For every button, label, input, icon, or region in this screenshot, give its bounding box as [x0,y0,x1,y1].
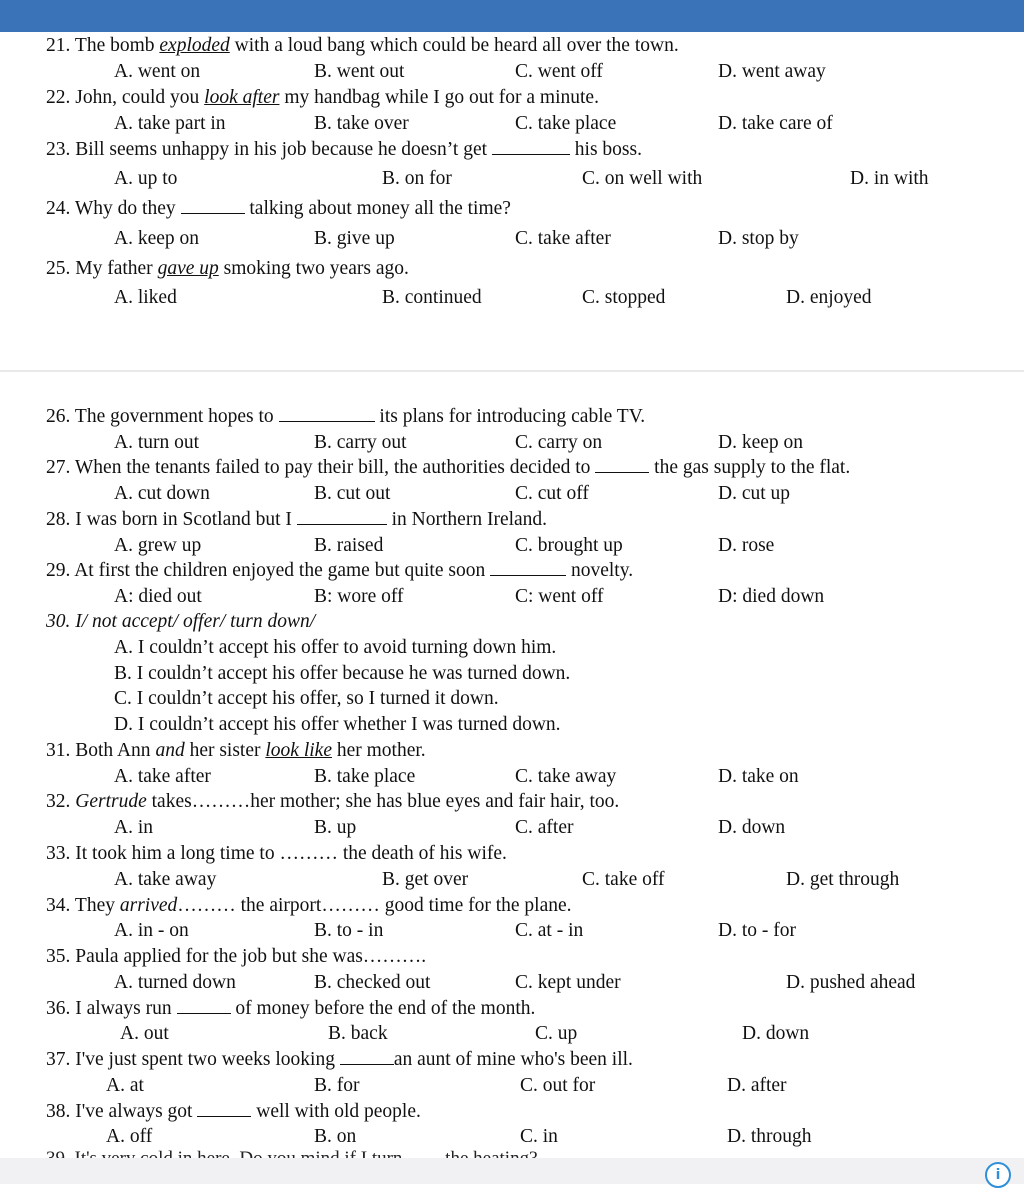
option-c: C. up [535,1023,578,1044]
bottom-bar [0,1158,1024,1184]
question-number: 36. [46,998,76,1019]
option-a: A. off [106,1126,153,1147]
answer-blank [197,1100,251,1117]
question-number: 34. [46,895,75,916]
option-a: A. liked [114,287,177,308]
option-c: C. brought up [515,535,623,556]
question-number: 26. [46,406,75,427]
answer-blank [492,138,570,155]
question-number: 31. [46,740,76,761]
option-a: A. out [120,1023,169,1044]
option-d: D. pushed ahead [786,972,916,993]
option-b: B. give up [314,228,395,249]
option-d: D. in with [850,168,929,189]
question-number: 38. [46,1101,76,1122]
option-d: D. get through [786,869,900,890]
question-number: 24. [46,198,75,219]
option-b: B. continued [382,287,482,308]
question-28: 28. I was born in Scotland but I in Northern Ireland. [46,509,548,530]
question-number: 37. [46,1049,76,1070]
question-36: 36. I always run of money before the end of the month. [46,998,536,1019]
question-25: 25. My father gave up smoking two years ago. [46,258,409,279]
question-number: 23. [46,139,76,160]
question-31: 31. Both Ann and her sister look like her mother. [46,740,426,761]
option-c: C. at - in [515,920,584,941]
option-a: A. in - on [114,920,189,941]
question-number: 22. [46,87,76,108]
question-number: 32. [46,791,76,812]
option-a: A: died out [114,586,202,607]
question-32: 32. Gertrude takes………her mother; she has blue eyes and fair hair, too. [46,791,620,812]
option-d: D. after [727,1075,787,1096]
question-39-cutoff [46,1146,538,1158]
option-c: C. take away [515,766,617,787]
answer-blank [340,1048,394,1065]
option-d: D. down [742,1023,810,1044]
top-bar [0,0,1024,32]
option-b: B. raised [314,535,384,556]
question-27: 27. When the tenants failed to pay their bill, the authorities decided to the gas supply to the flat. [46,457,851,478]
option-d: D. I couldn’t accept his offer whether I was turned down. [114,714,561,735]
option-d: D. cut up [718,483,791,504]
option-d: D. rose [718,535,775,556]
option-a: A. I couldn’t accept his offer to avoid turning down him. [114,637,557,658]
question-38: 38. I've always got well with old people. [46,1101,421,1122]
option-a: A. take away [114,869,217,890]
option-a: A. cut down [114,483,210,504]
option-b: B. I couldn’t accept his offer because he was turned down. [114,663,571,684]
answer-blank [490,559,566,576]
answer-blank [595,456,649,473]
question-24: 24. Why do they talking about money all the time? [46,198,511,219]
question-number: 29. [46,560,75,581]
option-c: C. I couldn’t accept his offer, so I turned it down. [114,688,499,709]
option-a: A. grew up [114,535,202,556]
option-d: D. take care of [718,113,833,134]
question-30: 30. I/ not accept/ offer/ turn down/ [46,611,316,632]
underlined-word: gave up [157,258,219,279]
option-b: B. take over [314,113,409,134]
option-b: B. on [314,1126,357,1147]
option-b: B. carry out [314,432,407,453]
option-d: D. take on [718,766,799,787]
underlined-word: look like [265,740,332,761]
option-c: C. cut off [515,483,589,504]
question-number: 27. [46,457,75,478]
option-c: C. take after [515,228,611,249]
option-b: B. get over [382,869,469,890]
question-number: 25. [46,258,76,279]
option-c: C. stopped [582,287,666,308]
option-d: D. to - for [718,920,796,941]
answer-blank [181,197,245,214]
question-number: 35. [46,946,76,967]
option-b: B. for [314,1075,360,1096]
option-b: B. cut out [314,483,391,504]
option-c: C. in [520,1126,558,1147]
question-34: 34. They arrived……… the airport……… good time for the plane. [46,895,572,916]
question-26: 26. The government hopes to its plans for introducing cable TV. [46,406,646,427]
option-c: C. on well with [582,168,703,189]
question-number: 21. [46,35,75,56]
question-22: 22. John, could you look after my handbag while I go out for a minute. [46,87,599,108]
option-b: B. take place [314,766,416,787]
underlined-word: exploded [159,35,230,56]
option-a: A. at [106,1075,144,1096]
option-a: A. up to [114,168,178,189]
option-c: C. take off [582,869,665,890]
answer-blank [297,508,387,525]
option-d: D. through [727,1126,812,1147]
option-c: C. went off [515,61,603,82]
option-c: C: went off [515,586,604,607]
option-c: C. kept under [515,972,621,993]
option-b: B. to - in [314,920,384,941]
answer-blank [177,997,231,1014]
option-a: A. turned down [114,972,236,993]
option-a: A. keep on [114,228,200,249]
question-21: 21. The bomb exploded with a loud bang which could be heard all over the town. [46,35,679,56]
question-33: 33. It took him a long time to ……… the death of his wife. [46,843,507,864]
question-number: 28. [46,509,76,530]
option-a: A. went on [114,61,201,82]
option-c: C. carry on [515,432,603,453]
option-b: B. checked out [314,972,431,993]
option-b: B: wore off [314,586,404,607]
option-b: B. on for [382,168,452,189]
option-a: A. in [114,817,153,838]
option-a: A. take after [114,766,211,787]
option-a: A. turn out [114,432,200,453]
option-b: B. went out [314,61,405,82]
question-35: 35. Paula applied for the job but she was………. [46,946,427,967]
option-d: D. down [718,817,786,838]
option-a: A. take part in [114,113,226,134]
question-29: 29. At first the children enjoyed the game but quite soon novelty. [46,560,634,581]
question-23: 23. Bill seems unhappy in his job because he doesn’t get his boss. [46,139,642,160]
option-c: C. after [515,817,574,838]
option-b: B. back [328,1023,388,1044]
info-icon[interactable]: i [985,1162,1011,1188]
option-c: C. out for [520,1075,596,1096]
underlined-word: look after [204,87,280,108]
answer-blank [279,405,375,422]
option-d: D. keep on [718,432,804,453]
question-37: 37. I've just spent two weeks looking an aunt of mine who's been ill. [46,1049,633,1070]
option-d: D. enjoyed [786,287,872,308]
option-c: C. take place [515,113,617,134]
option-d: D: died down [718,586,825,607]
option-d: D. stop by [718,228,799,249]
question-number: 33. [46,843,76,864]
option-d: D. went away [718,61,826,82]
option-b: B. up [314,817,357,838]
